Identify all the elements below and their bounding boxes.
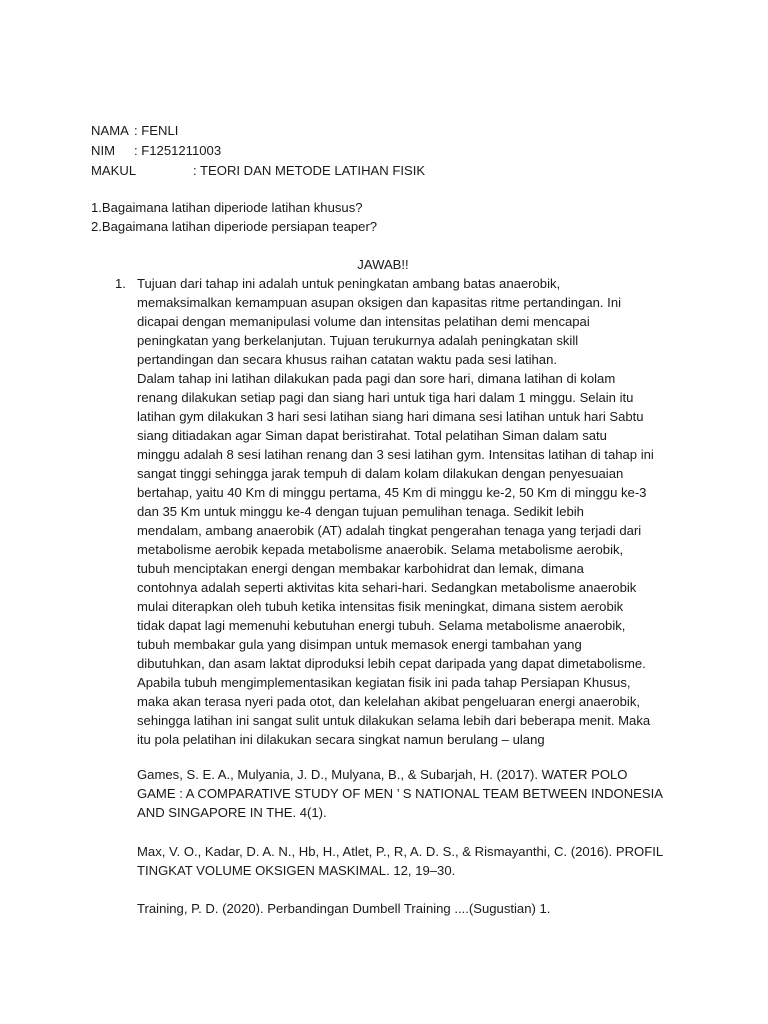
answer-line: tubuh menciptakan energi dengan membakar karbohidrat dan lemak, dimana: [137, 561, 584, 576]
nama-label: NAMA: [91, 123, 129, 138]
question-item: 2.Bagaimana latihan diperiode persiapan teaper?: [91, 219, 378, 234]
answer-line: Tujuan dari tahap ini adalah untuk peningkatan ambang batas anaerobik,: [137, 276, 561, 291]
answer-line: dicapai dengan memanipulasi volume dan intensitas pelatihan demi mencapai: [137, 314, 590, 329]
answer-line: tidak dapat lagi memenuhi kebutuhan energi tubuh. Selama metabolisme anaerobik,: [137, 618, 626, 633]
reference-line: Max, V. O., Kadar, D. A. N., Hb, H., Atlet, P., R, A. D. S., & Rismayanthi, C. (2016). PROFIL: [137, 844, 664, 859]
answer-paragraph: [137, 274, 685, 749]
answer-line: latihan gym dilakukan 3 hari sesi latihan siang hari dimana sesi latihan untuk hari Sabtu: [137, 409, 644, 424]
answer-line: dan 35 Km untuk minggu ke-4 dengan tujuan pemulihan tenaga. Sedikit lebih: [137, 504, 584, 519]
answer-line: pertandingan dan secara khusus raihan catatan waktu pada sesi latihan.: [137, 352, 558, 367]
answer-heading: JAWAB!!: [357, 257, 409, 272]
nim-label: NIM: [91, 143, 116, 158]
answer-line: maka akan terasa nyeri pada otot, dan kelelahan akibat pengeluaran energi anaerobik,: [137, 694, 641, 709]
answer-line: memaksimalkan kemampuan asupan oksigen dan kapasitas ritme pertandingan. Ini: [137, 295, 622, 310]
question-item: 1.Bagaimana latihan diperiode latihan khusus?: [91, 200, 363, 215]
answer-line: metabolisme aerobik kepada metabolisme anaerobik. Selama metabolisme aerobik,: [137, 542, 624, 557]
reference-item: [137, 899, 550, 918]
reference-line: GAME : A COMPARATIVE STUDY OF MEN ’ S NATIONAL TEAM BETWEEN INDONESIA: [137, 786, 664, 801]
answer-line: bertahap, yaitu 40 Km di minggu pertama, 45 Km di minggu ke-2, 50 Km di minggu ke-3: [137, 485, 647, 500]
reference-line: TINGKAT VOLUME OKSIGEN MASKIMAL. 12, 19–30.: [137, 863, 456, 878]
reference-item: [137, 842, 663, 880]
answer-line: mulai diterapkan oleh tubuh ketika intensitas fisik meningkat, dimana sistem aerobik: [137, 599, 624, 614]
answer-line: dibutuhkan, dan asam laktat diproduksi lebih cepat daripada yang dapat dimetabolisme.: [137, 656, 646, 671]
answer-line: minggu adalah 8 sesi latihan renang dan 3 sesi latihan gym. Intensitas latihan di tahap ini: [137, 447, 654, 462]
reference-line: Games, S. E. A., Mulyania, J. D., Mulyana, B., & Subarjah, H. (2017). WATER POLO: [137, 767, 628, 782]
answer-line: siang ditiadakan agar Siman dapat beristirahat. Total pelatihan Siman dalam satu: [137, 428, 607, 443]
answer-line: itu pola pelatihan ini dilakukan secara singkat namun berulang – ulang: [137, 732, 545, 747]
answer-line: contohnya adalah seperti aktivitas kita sehari-hari. Sedangkan metabolisme anaerobik: [137, 580, 637, 595]
answer-line: sangat tinggi sehingga jarak tempuh di dalam kolam dilakukan dengan penyesuaian: [137, 466, 624, 481]
answer-line: Apabila tubuh mengimplementasikan kegiatan fisik ini pada tahap Persiapan Khusus,: [137, 675, 631, 690]
answer-line: renang dilakukan setiap pagi dan siang hari untuk tiga hari dalam 1 minggu. Selain itu: [137, 390, 634, 405]
reference-line: Training, P. D. (2020). Perbandingan Dumbell Training ....(Sugustian) 1.: [137, 901, 551, 916]
answer-number: 1.: [115, 276, 126, 291]
reference-item: [137, 765, 663, 822]
nama-value: : FENLI: [134, 123, 179, 138]
answer-line: Dalam tahap ini latihan dilakukan pada pagi dan sore hari, dimana latihan di kolam: [137, 371, 616, 386]
answer-line: sehingga latihan ini sangat sulit untuk dilakukan selama lebih dari beberapa menit. Maka: [137, 713, 651, 728]
reference-line: AND SINGAPORE IN THE. 4(1).: [137, 805, 327, 820]
makul-label: MAKUL: [91, 163, 137, 178]
answer-line: peningkatan yang berkelanjutan. Tujuan terukurnya adalah peningkatan skill: [137, 333, 579, 348]
answer-line: mendalam, ambang anaerobik (AT) adalah tingkat pengerahan tenaga yang terjadi dari: [137, 523, 642, 538]
answer-line: tubuh membakar gula yang disimpan untuk memasok energi tambahan yang: [137, 637, 582, 652]
makul-value: : TEORI DAN METODE LATIHAN FISIK: [193, 163, 426, 178]
nim-value: : F1251211003: [134, 143, 222, 158]
